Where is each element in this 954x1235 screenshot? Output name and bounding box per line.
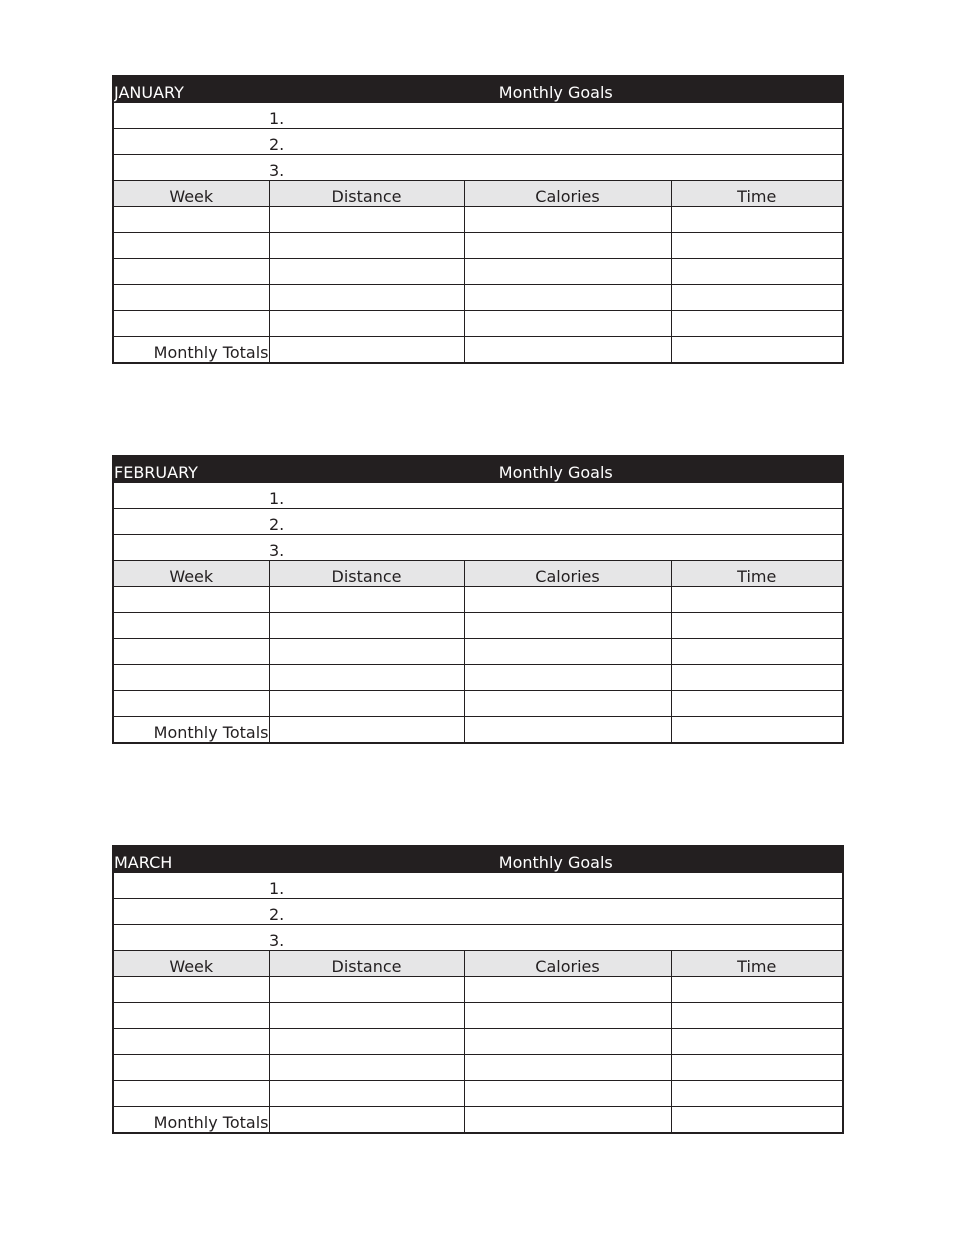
time-cell[interactable] <box>671 1055 843 1081</box>
goal-entry[interactable]: 2. <box>269 509 843 535</box>
week-cell[interactable] <box>113 285 269 311</box>
distance-cell[interactable] <box>269 259 464 285</box>
time-cell[interactable] <box>671 207 843 233</box>
week-cell[interactable] <box>113 587 269 613</box>
week-row <box>113 665 843 691</box>
distance-cell[interactable] <box>269 613 464 639</box>
week-cell[interactable] <box>113 639 269 665</box>
monthly-totals-label: Monthly Totals <box>113 717 269 744</box>
week-cell[interactable] <box>113 1029 269 1055</box>
column-header-row <box>113 561 843 587</box>
column-header-time: Time <box>671 951 843 977</box>
week-cell[interactable] <box>113 977 269 1003</box>
goal-spacer <box>113 129 269 155</box>
monthly-totals-label: Monthly Totals <box>113 337 269 364</box>
total-calories-cell[interactable] <box>464 717 671 744</box>
distance-cell[interactable] <box>269 691 464 717</box>
week-cell[interactable] <box>113 1081 269 1107</box>
week-row <box>113 587 843 613</box>
column-header-week: Week <box>113 181 269 207</box>
goal-row[interactable] <box>113 129 843 155</box>
week-row <box>113 613 843 639</box>
month-table <box>112 845 844 1134</box>
distance-cell[interactable] <box>269 233 464 259</box>
distance-cell[interactable] <box>269 285 464 311</box>
column-header-week: Week <box>113 561 269 587</box>
goal-row[interactable] <box>113 483 843 509</box>
week-row <box>113 207 843 233</box>
month-header-row <box>113 76 843 103</box>
goal-row[interactable] <box>113 899 843 925</box>
week-cell[interactable] <box>113 665 269 691</box>
month-name: FEBRUARY <box>113 456 269 483</box>
goal-spacer <box>113 483 269 509</box>
total-time-cell[interactable] <box>671 337 843 364</box>
goal-spacer <box>113 925 269 951</box>
goal-row[interactable] <box>113 155 843 181</box>
goal-spacer <box>113 535 269 561</box>
monthly-goals-title: Monthly Goals <box>269 76 843 103</box>
week-cell[interactable] <box>113 691 269 717</box>
goal-row[interactable] <box>113 509 843 535</box>
week-row <box>113 1081 843 1107</box>
distance-cell[interactable] <box>269 1003 464 1029</box>
column-header-time: Time <box>671 561 843 587</box>
calories-cell[interactable] <box>464 1029 671 1055</box>
calories-cell[interactable] <box>464 639 671 665</box>
month-name: JANUARY <box>113 76 269 103</box>
calories-cell[interactable] <box>464 233 671 259</box>
distance-cell[interactable] <box>269 587 464 613</box>
goal-row[interactable] <box>113 925 843 951</box>
goal-spacer <box>113 899 269 925</box>
column-header-distance: Distance <box>269 561 464 587</box>
calories-cell[interactable] <box>464 1081 671 1107</box>
month-tracker-january <box>112 75 842 364</box>
time-cell[interactable] <box>671 233 843 259</box>
time-cell[interactable] <box>671 639 843 665</box>
month-header-row <box>113 456 843 483</box>
monthly-totals-label: Monthly Totals <box>113 1107 269 1134</box>
calories-cell[interactable] <box>464 691 671 717</box>
goal-row[interactable] <box>113 535 843 561</box>
time-cell[interactable] <box>671 613 843 639</box>
time-cell[interactable] <box>671 665 843 691</box>
week-cell[interactable] <box>113 207 269 233</box>
goal-entry[interactable]: 3. <box>269 925 843 951</box>
column-header-row <box>113 951 843 977</box>
week-cell[interactable] <box>113 311 269 337</box>
time-cell[interactable] <box>671 1029 843 1055</box>
calories-cell[interactable] <box>464 259 671 285</box>
time-cell[interactable] <box>671 977 843 1003</box>
calories-cell[interactable] <box>464 977 671 1003</box>
goal-entry[interactable]: 1. <box>269 873 843 899</box>
totals-row <box>113 1107 843 1134</box>
calories-cell[interactable] <box>464 613 671 639</box>
week-row <box>113 259 843 285</box>
column-header-distance: Distance <box>269 181 464 207</box>
total-calories-cell[interactable] <box>464 1107 671 1134</box>
calories-cell[interactable] <box>464 311 671 337</box>
goal-spacer <box>113 873 269 899</box>
month-header-row <box>113 846 843 873</box>
totals-row <box>113 717 843 744</box>
monthly-goals-title: Monthly Goals <box>269 846 843 873</box>
week-cell[interactable] <box>113 1003 269 1029</box>
goal-row[interactable] <box>113 873 843 899</box>
calories-cell[interactable] <box>464 207 671 233</box>
column-header-calories: Calories <box>464 181 671 207</box>
goal-spacer <box>113 155 269 181</box>
distance-cell[interactable] <box>269 311 464 337</box>
totals-row <box>113 337 843 364</box>
total-time-cell[interactable] <box>671 717 843 744</box>
time-cell[interactable] <box>671 1003 843 1029</box>
time-cell[interactable] <box>671 1081 843 1107</box>
total-time-cell[interactable] <box>671 1107 843 1134</box>
time-cell[interactable] <box>671 311 843 337</box>
distance-cell[interactable] <box>269 1029 464 1055</box>
week-cell[interactable] <box>113 259 269 285</box>
goal-entry[interactable]: 3. <box>269 155 843 181</box>
week-row <box>113 233 843 259</box>
month-table <box>112 455 844 744</box>
column-header-distance: Distance <box>269 951 464 977</box>
column-header-calories: Calories <box>464 561 671 587</box>
week-row <box>113 639 843 665</box>
time-cell[interactable] <box>671 285 843 311</box>
month-table <box>112 75 844 364</box>
column-header-calories: Calories <box>464 951 671 977</box>
total-distance-cell[interactable] <box>269 337 464 364</box>
goal-spacer <box>113 509 269 535</box>
week-cell[interactable] <box>113 1055 269 1081</box>
month-tracker-march <box>112 845 842 1134</box>
week-row <box>113 311 843 337</box>
week-row <box>113 691 843 717</box>
distance-cell[interactable] <box>269 1055 464 1081</box>
goal-entry[interactable]: 2. <box>269 129 843 155</box>
week-cell[interactable] <box>113 233 269 259</box>
column-header-week: Week <box>113 951 269 977</box>
week-row <box>113 977 843 1003</box>
distance-cell[interactable] <box>269 207 464 233</box>
month-name: MARCH <box>113 846 269 873</box>
week-row <box>113 1055 843 1081</box>
goal-entry[interactable]: 2. <box>269 899 843 925</box>
total-distance-cell[interactable] <box>269 1107 464 1134</box>
calories-cell[interactable] <box>464 285 671 311</box>
time-cell[interactable] <box>671 691 843 717</box>
distance-cell[interactable] <box>269 977 464 1003</box>
week-row <box>113 1003 843 1029</box>
total-distance-cell[interactable] <box>269 717 464 744</box>
week-cell[interactable] <box>113 613 269 639</box>
time-cell[interactable] <box>671 587 843 613</box>
goal-entry[interactable]: 1. <box>269 103 843 129</box>
goal-row[interactable] <box>113 103 843 129</box>
distance-cell[interactable] <box>269 639 464 665</box>
goal-spacer <box>113 103 269 129</box>
goal-entry[interactable]: 1. <box>269 483 843 509</box>
calories-cell[interactable] <box>464 587 671 613</box>
column-header-time: Time <box>671 181 843 207</box>
goal-entry[interactable]: 3. <box>269 535 843 561</box>
distance-cell[interactable] <box>269 1081 464 1107</box>
total-calories-cell[interactable] <box>464 337 671 364</box>
column-header-row <box>113 181 843 207</box>
week-row <box>113 1029 843 1055</box>
distance-cell[interactable] <box>269 665 464 691</box>
monthly-goals-title: Monthly Goals <box>269 456 843 483</box>
calories-cell[interactable] <box>464 665 671 691</box>
calories-cell[interactable] <box>464 1003 671 1029</box>
calories-cell[interactable] <box>464 1055 671 1081</box>
time-cell[interactable] <box>671 259 843 285</box>
week-row <box>113 285 843 311</box>
month-tracker-february <box>112 455 842 744</box>
